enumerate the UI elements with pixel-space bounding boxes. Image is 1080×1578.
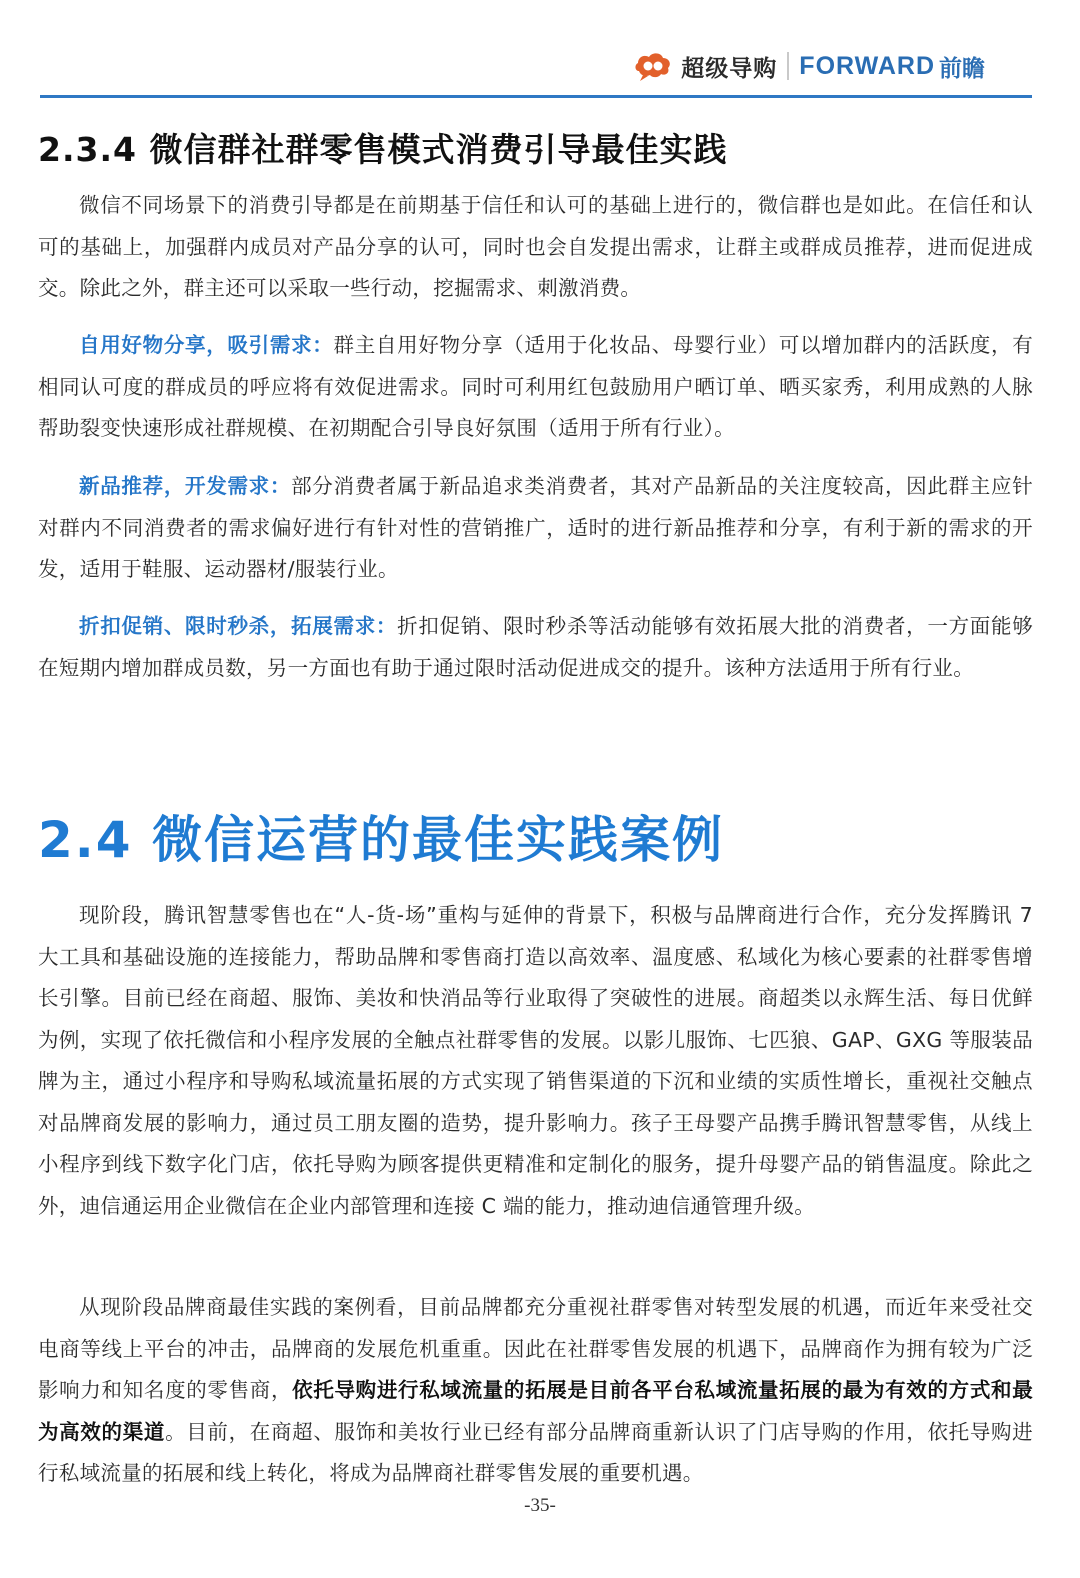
brand-divider (787, 52, 789, 80)
practice-item-lead: 自用好物分享，吸引需求： (79, 333, 334, 357)
header-divider (40, 95, 1032, 98)
section-2-3-4-intro: 微信不同场景下的消费引导都是在前期基于信任和认可的基础上进行的，微信群也是如此。在信任和认可的基础上，加强群内成员对产品分享的认可，同时也会自发提出需求，让群主或群成员推荐，进而促进成交。除此之外，群主还可以采取一些行动，挖掘需求、刺激消费。 (38, 193, 1033, 300)
page-number: -35- (524, 1495, 556, 1516)
brand-name-en: FORWARD (799, 51, 935, 80)
paragraph-text: 。目前，在商超、服饰和美妆行业已经有部分品牌商重新认识了门店导购的作用，依托导购进行私域流量的拓展和线上转化，将成为品牌商社群零售发展的重要机遇。 (38, 1419, 1033, 1485)
practice-item-lead: 新品推荐，开发需求： (79, 474, 292, 498)
practice-item-share (38, 325, 1033, 450)
section-heading-2-4: 2.4 微信运营的最佳实践案例 (38, 811, 724, 869)
brand-logo (633, 48, 985, 84)
practice-item-text: 折扣促销、限时秒杀等活动能够有效拓展大批的消费者，一方面能够在短期内增加群成员数，另一方面也有助于通过限时活动促进成交的提升。该种方法适用于所有行业。 (38, 614, 1034, 680)
practice-item-text: 部分消费者属于新品追求类消费者，其对产品新品的关注度较高，因此群主应针对群内不同消费者的需求偏好进行有针对性的营销推广，适时的进行新品推荐和分享，有利于新的需求的开发，适用于鞋服、运动器材/服装行业。 (38, 474, 1034, 581)
practice-item-lead: 折扣促销、限时秒杀，拓展需求： (79, 614, 398, 638)
practice-item-text: 群主自用好物分享（适用于化妆品、母婴行业）可以增加群内的活跃度，有相同认可度的群成员的呼应将有效促进需求。同时可利用红包鼓励用户晒订单、晒买家秀，利用成熟的人脉帮助裂变快速形成社群规模、在初期配合引导良好氛围（适用于所有行业）。 (38, 333, 1033, 440)
emphasis-text: 依托导购进行私域流量的拓展是目前各平台私域流量拓展的最为有效的方式和最为高效的渠道 (38, 1378, 1033, 1444)
page-header (0, 40, 1030, 94)
practice-item-new-product (38, 466, 1033, 591)
section-heading-2-3-4: 2.3.4 微信群社群零售模式消费引导最佳实践 (38, 130, 728, 169)
section-2-4-paragraph-2 (38, 1287, 1033, 1495)
speech-bubble-cloud-icon (633, 49, 673, 83)
brand-name-cn-suffix: 前瞻 (939, 55, 985, 82)
practice-item-discount (38, 606, 1033, 689)
brand-name-cn: 超级导购 (681, 55, 778, 82)
paragraph-text: 从现阶段品牌商最佳实践的案例看，目前品牌都充分重视社群零售对转型发展的机遇，而近年来受社交电商等线上平台的冲击，品牌商的发展危机重重。因此在社群零售发展的机遇下，品牌商作为拥有较为广泛影响力和知名度的零售商， (38, 1295, 1033, 1402)
section-2-4-paragraph-1: 现阶段，腾讯智慧零售也在“人-货-场”重构与延伸的背景下，积极与品牌商进行合作，充分发挥腾讯 7 大工具和基础设施的连接能力，帮助品牌和零售商打造以高效率、温度感、私域化为核心要素的社群零售增长引擎。目前已经在商超、服饰、美妆和快消品等行业取得了突破性的进展。商超类以永辉生活、每日优鲜为例，实现了依托微信和小程序发展的全触点社群零售的发展。以影儿服饰、七匹狼、GAP、GXG 等服装品牌为主，通过小程序和导购私域流量拓展的方式实现了销售渠道的下沉和业绩的实质性增长，重视社交触点对品牌商发展的影响力，通过员工朋友圈的造势，提升影响力。孩子王母婴产品携手腾讯智慧零售，从线上小程序到线下数字化门店，依托导购为顾客提供更精准和定制化的服务，提升母婴产品的销售温度。除此之外，迪信通运用企业微信在企业内部管理和连接 C 端的能力，推动迪信通管理升级。 (38, 903, 1033, 1218)
